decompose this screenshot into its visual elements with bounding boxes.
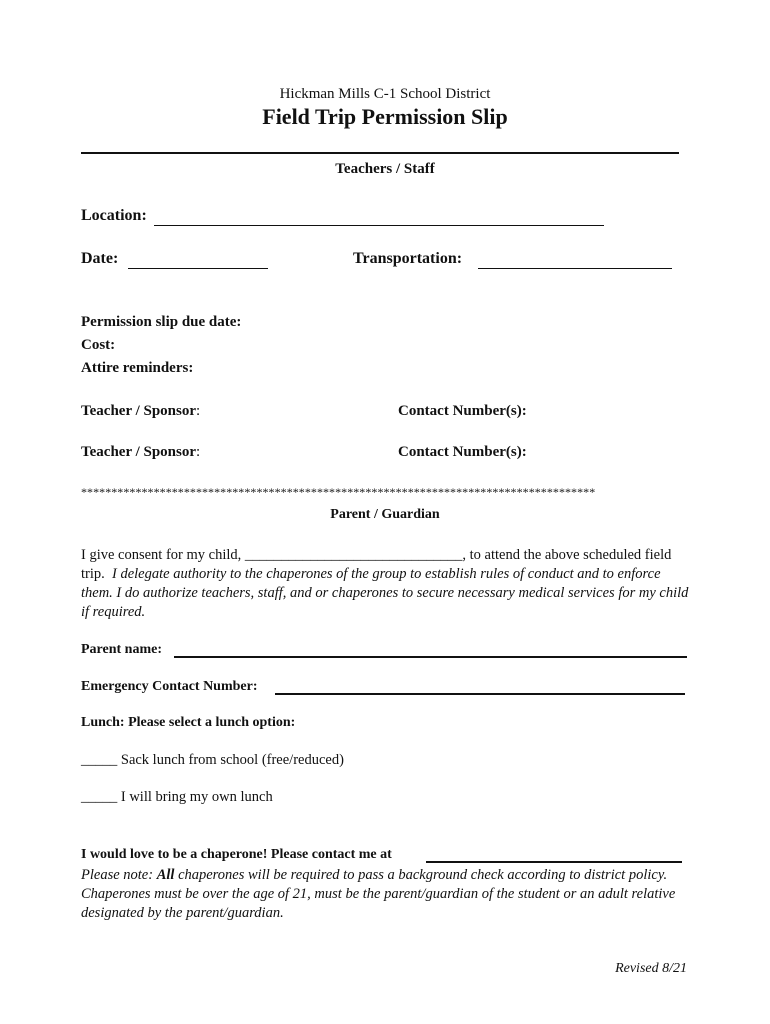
lunch-option-1-text: Sack lunch from school (free/reduced) — [120, 752, 344, 768]
transportation-line[interactable] — [478, 268, 672, 269]
parent-guardian-heading: Parent / Guardian — [330, 507, 440, 522]
child-name-blank[interactable]: ______________________________ — [244, 547, 463, 563]
chaperone-note — [81, 866, 691, 923]
revised-date: Revised 8/21 — [615, 961, 687, 976]
date-label: Date: — [81, 250, 119, 267]
contact-2-label: Contact Number(s): — [398, 444, 527, 460]
lunch-label: Lunch: Please select a lunch option: — [81, 715, 296, 730]
contact-1-label: Contact Number(s): — [398, 403, 527, 419]
location-label: Location: — [81, 207, 147, 224]
note-text: chaperones will be required to pass a background check according to district policy. Chaperones must be over the age of 21, must be the parent/guardian of the student or an adult relative designated by the parent/guardian. — [81, 867, 676, 921]
sponsor-2-label: Teacher / Sponsor — [81, 444, 197, 460]
transportation-field[interactable] — [353, 250, 462, 268]
lunch-option-own[interactable] — [81, 789, 273, 806]
note-all: All — [156, 867, 175, 883]
chaperone-label: I would love to be a chaperone! Please contact me at — [81, 847, 392, 862]
consent-end: , to attend the above scheduled field trip. — [81, 547, 672, 582]
parent-name-line[interactable] — [174, 656, 687, 658]
title-divider — [81, 152, 679, 154]
attire-label: Attire reminders: — [81, 360, 194, 376]
sponsor-1-label: Teacher / Sponsor — [81, 403, 197, 419]
form-title: Field Trip Permission Slip — [262, 104, 508, 129]
due-date-label: Permission slip due date: — [81, 314, 242, 330]
lunch-option-2-text: I will bring my own lunch — [120, 789, 273, 805]
district-name: Hickman Mills C-1 School District — [279, 86, 491, 102]
sponsor-2-colon: : — [196, 444, 201, 460]
date-field[interactable] — [81, 250, 118, 268]
lunch-option-sack[interactable] — [81, 752, 344, 769]
teachers-staff-heading: Teachers / Staff — [335, 161, 435, 177]
transportation-label: Transportation: — [353, 250, 463, 267]
sponsor-1-row — [81, 403, 200, 420]
location-line[interactable] — [154, 225, 604, 226]
emergency-contact-label: Emergency Contact Number: — [81, 679, 258, 694]
date-line[interactable] — [128, 268, 268, 269]
emergency-contact-line[interactable] — [275, 693, 685, 695]
lunch-option-1-blank[interactable]: _____ — [81, 752, 118, 768]
asterisk-separator: ************************************************************************************* — [81, 485, 596, 499]
note-prefix: Please note: — [81, 867, 157, 883]
consent-start: I give consent for my child, — [81, 547, 245, 563]
sponsor-1-colon: : — [196, 403, 201, 419]
consent-italic: I delegate authority to the chaperones of the group to establish rules of conduct and to enforce them. I do authorize teachers, staff, and or chaperones to secure necessary medical services for my child if required. — [81, 566, 689, 620]
cost-label: Cost: — [81, 337, 116, 353]
parent-name-label: Parent name: — [81, 642, 162, 657]
sponsor-2-row — [81, 444, 200, 461]
chaperone-contact-line[interactable] — [426, 861, 682, 863]
consent-paragraph — [81, 546, 691, 622]
lunch-option-2-blank[interactable]: _____ — [81, 789, 118, 805]
location-field[interactable] — [81, 207, 147, 225]
